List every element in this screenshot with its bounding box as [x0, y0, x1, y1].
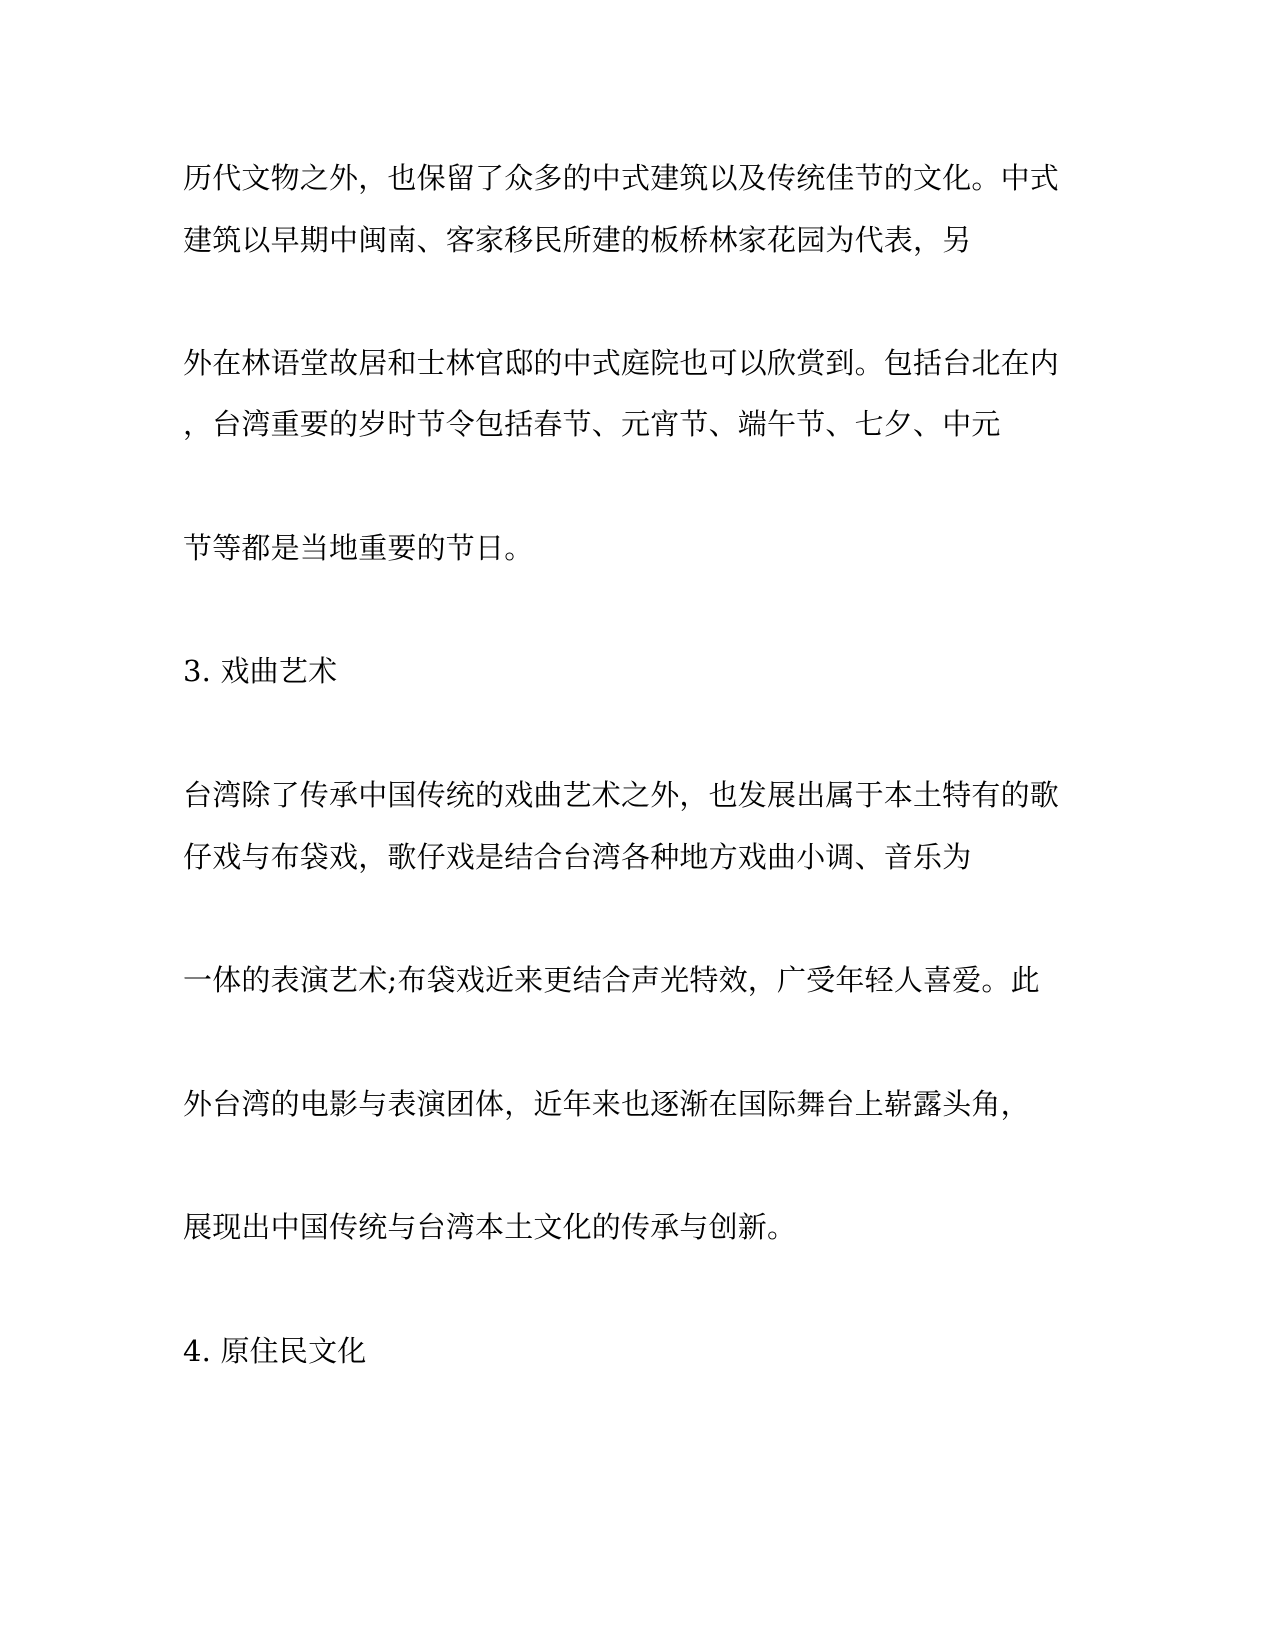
body-text-line: ，台湾重要的岁时节令包括春节、元宵节、端午节、七夕、中元: [183, 407, 1001, 441]
body-text-line: 节等都是当地重要的节日。: [183, 531, 534, 565]
body-text-line: 展现出中国传统与台湾本土文化的传承与创新。: [183, 1210, 797, 1244]
section-heading: 3. 戏曲艺术: [183, 654, 338, 688]
body-text-line: 历代文物之外，也保留了众多的中式建筑以及传统佳节的文化。中式: [183, 161, 1060, 195]
body-text-line: 建筑以早期中闽南、客家移民所建的板桥林家花园为代表，另: [183, 223, 972, 257]
section-heading: 4. 原住民文化: [183, 1334, 367, 1368]
body-text-line: 一体的表演艺术;布袋戏近来更结合声光特效，广受年轻人喜爱。此: [183, 963, 1040, 997]
body-text-line: 外台湾的电影与表演团体，近年来也逐渐在国际舞台上崭露头角，: [183, 1087, 1030, 1121]
body-text-line: 台湾除了传承中国传统的戏曲艺术之外，也发展出属于本土特有的歌: [183, 778, 1060, 812]
body-text-line: 外在林语堂故居和士林官邸的中式庭院也可以欣赏到。包括台北在内: [183, 346, 1060, 380]
body-text-line: 仔戏与布袋戏，歌仔戏是结合台湾各种地方戏曲小调、音乐为: [183, 840, 972, 874]
